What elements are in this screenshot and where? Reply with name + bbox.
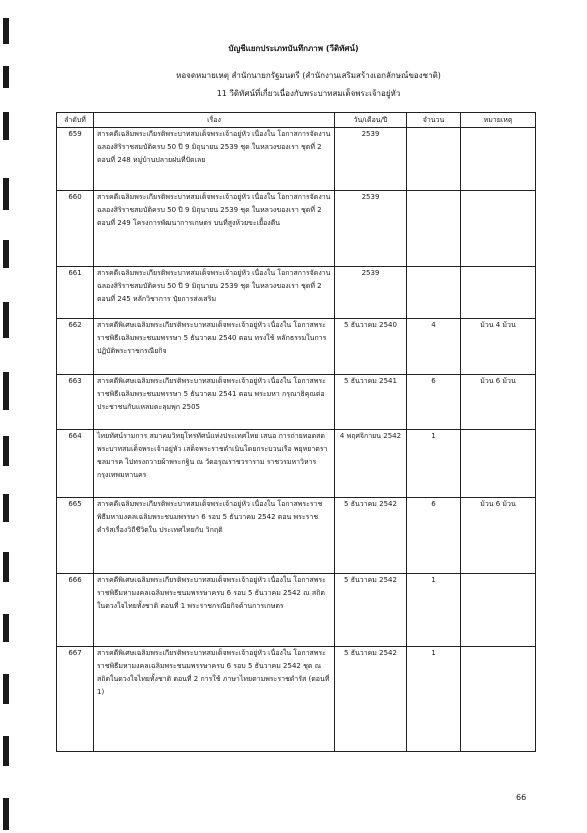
row-subject: สารคดีเฉลิมพระเกียรติพระบาทสมเด็จพระเจ้าอยู่หัว เนื่องใน โอกาสการจัดงานฉลองสิริราชสมบัติครบ 50 ปี 9 มิถุนายน 2539 ชุด ในหลวงของเรา ชุดที่ 2 ตอนที่ 245 หลักวิชาการ ปุ๋ยการส่งเสริม (94, 267, 335, 319)
row-number: 666 (57, 574, 94, 647)
col-header-date: วัน/เดือน/ปี (335, 113, 407, 128)
row-subject: สารคดีพิเศษเฉลิมพระเกียรติพระบาทสมเด็จพระเจ้าอยู่หัว เนื่องใน โอกาสพระราชพิธีเฉลิมพระชนมพรรษา 5 ธันวาคม 2541 ตอน พระมหา กรุณาธิคุณต่อประชาชนกับแหลมตะลุมพุก 2505 (94, 375, 335, 430)
row-qty: 1 (407, 574, 461, 647)
row-subject: สารคดีพิเศษเฉลิมพระเกียรติพระบาทสมเด็จพระเจ้าอยู่หัว เนื่องใน โอกาสพระราชพิธีเฉลิมพระชนมพรรษา 5 ธันวาคม 2540 ตอน ทรงใช้ หลักธรรมในการปฏิบัติพระราชกรณียกิจ (94, 319, 335, 375)
table-header-row (57, 113, 536, 128)
col-header-qty: จำนวน (407, 113, 461, 128)
row-subject: สารคดีเฉลิมพระเกียรติพระบาทสมเด็จพระเจ้าอยู่หัว เนื่องใน โอกาสการจัดงานฉลองสิริราชสมบัติครบ 50 ปี 9 มิถุนายน 2539 ชุด ในหลวงของเรา ชุดที่ 2 ตอนที่ 248 หมู่บ้านปลายฝนที่ปัตเลย (94, 128, 335, 191)
binder-mark (3, 18, 9, 44)
binder-mark (3, 674, 9, 704)
table-row (57, 128, 536, 191)
binder-mark (3, 372, 9, 410)
page-number: 66 (516, 793, 527, 802)
row-qty: 1 (407, 430, 461, 498)
binder-mark (3, 736, 9, 766)
binder-mark (3, 494, 9, 522)
col-header-note: หมายเหตุ (461, 113, 536, 128)
table-row (57, 375, 536, 430)
binder-mark (3, 798, 9, 830)
row-number: 663 (57, 375, 94, 430)
row-date: 5 ธันวาคม 2542 (335, 647, 407, 752)
row-subject: สารคดีพิเศษเฉลิมพระเกียรติพระบาทสมเด็จพระเจ้าอยู่หัว เนื่องใน โอกาสพระราชพิธีมหามงคลเฉลิมพระชนมพรรษาครบ 6 รอบ 5 ธันวาคม 2542 ชุด ณ สถิตในดวงใจไทยทั้งชาติ ตอนที่ 2 การใช้ ภาษาไทยตามพระราชดำรัส (ตอนที่ 1) (94, 647, 335, 752)
binder-mark (3, 112, 9, 140)
binder-mark (3, 614, 9, 642)
row-date: 5 ธันวาคม 2542 (335, 498, 407, 574)
table-row (57, 191, 536, 267)
row-subject: ไทยทัศน์รามการ สมาคมวิทยุโทรทัศน์แห่งประเทศไทย เสนอ การถ่ายทอดสด พระบาทสมเด็จพระเจ้าอยู่หัว เสด็จพระราชดำเนินโดยกระบวนเรือ พยุหยาตราชลมารค ไปทรงถวายผ้าพระกฐิน ณ วัดอรุณราชวราราม ราชวรมหาวิหาร กรุงเทพมหานคร (94, 430, 335, 498)
row-note (461, 267, 536, 319)
table-row (57, 498, 536, 574)
row-number: 664 (57, 430, 94, 498)
table-row (57, 574, 536, 647)
table-row (57, 267, 536, 319)
row-number: 659 (57, 128, 94, 191)
section-line: 11 วีดิทัศน์ที่เกี่ยวเนื่องกับพระบาทสมเด็จพระเจ้าอยู่หัว (216, 89, 401, 98)
row-note: ม้วน 6 ม้วน (461, 375, 536, 430)
row-note (461, 574, 536, 647)
binder-mark (3, 302, 9, 338)
records-table (56, 112, 536, 752)
row-date: 5 ธันวาคม 2540 (335, 319, 407, 375)
binder-mark (3, 240, 9, 268)
row-subject: สารคดีพิเศษเฉลิมพระเกียรติพระบาทสมเด็จพระเจ้าอยู่หัว เนื่องใน โอกาสพระราชพิธีมหามงคลเฉลิมพระชนมพรรษาครบ 6 รอบ 5 ธันวาคม 2542 ณ สถิตในดวงใจไทยทั้งชาติ ตอนที่ 1 พระราชกรณียกิจด้านการเกษตร (94, 574, 335, 647)
table-row (57, 647, 536, 752)
table-row (57, 430, 536, 498)
row-number: 662 (57, 319, 94, 375)
row-date: 2539 (335, 191, 407, 267)
binder-mark (3, 436, 9, 466)
col-header-subject: เรื่อง (94, 113, 335, 128)
binder-mark (3, 66, 9, 88)
row-qty (407, 267, 461, 319)
row-qty: 6 (407, 375, 461, 430)
row-date: 2539 (335, 267, 407, 319)
row-qty: 4 (407, 319, 461, 375)
row-qty (407, 191, 461, 267)
row-date: 2539 (335, 128, 407, 191)
row-subject: สารคดีเฉลิมพระเกียรติพระบาทสมเด็จพระเจ้าอยู่หัว เนื่องใน โอกาสพระราชพิธีมหามงคลเฉลิมพระชนมพรรษา 6 รอบ 5 ธันวาคม 2542 ตอน พระราชดำรัสเรื่องวิถีชีวิตใน ประเทศไทยกับ วิกฤติ (94, 498, 335, 574)
row-note (461, 128, 536, 191)
binder-mark (3, 178, 9, 210)
row-date: 5 ธันวาคม 2542 (335, 574, 407, 647)
row-note: ม้วน 4 ม้วน (461, 319, 536, 375)
row-note (461, 430, 536, 498)
col-header-no: ลำดับที่ (57, 113, 94, 128)
row-qty (407, 128, 461, 191)
row-subject: สารคดีเฉลิมพระเกียรติพระบาทสมเด็จพระเจ้าอยู่หัว เนื่องใน โอกาสการจัดงานฉลองสิริราชสมบัติครบ 50 ปี 9 มิถุนายน 2539 ชุด ในหลวงของเรา ชุดที่ 2 ตอนที่ 249 โครงการพัฒนาการเกษตร บนที่สูงห้วยขะเยื้องตีน (94, 191, 335, 267)
row-note (461, 191, 536, 267)
row-date: 4 พฤศจิกายน 2542 (335, 430, 407, 498)
document-title: บัญชีแยกประเภทบันทึกภาพ (วีดิทัศน์) (228, 44, 359, 53)
row-note (461, 647, 536, 752)
row-note: ม้วน 6 ม้วน (461, 498, 536, 574)
row-number: 667 (57, 647, 94, 752)
row-number: 665 (57, 498, 94, 574)
row-qty: 6 (407, 498, 461, 574)
agency-line: หอจดหมายเหตุ สำนักนายกรัฐมนตรี (สำนักงานเสริมสร้างเอกลักษณ์ของชาติ) (176, 71, 441, 80)
row-number: 660 (57, 191, 94, 267)
row-date: 5 ธันวาคม 2541 (335, 375, 407, 430)
row-number: 661 (57, 267, 94, 319)
table-row (57, 319, 536, 375)
row-qty: 1 (407, 647, 461, 752)
binder-mark (3, 552, 9, 582)
